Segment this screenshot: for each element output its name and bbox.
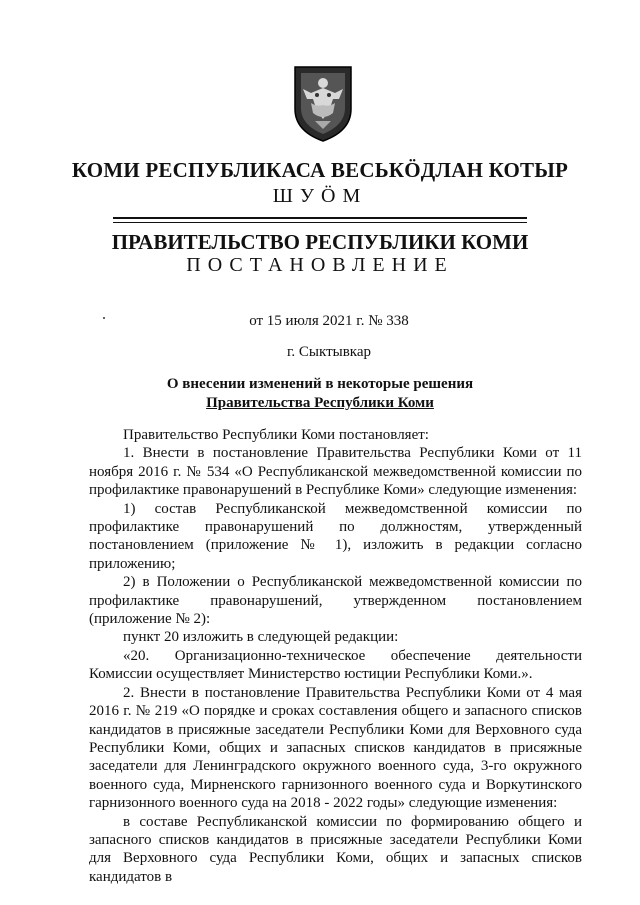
paragraph: 1) состав Республиканской межведомственной комиссии по профилактике правонарушений по должностям, утвержденный постановлением (приложение № 1), изложить в редакции согласно приложению; — [89, 500, 582, 572]
paragraph: 2) в Положении о Республиканской межведомственной комиссии по профилактике правонарушений, утвержденном постановлением (приложение № 2): — [89, 574, 582, 628]
russian-header-line2: ПОСТАНОВЛЕНИЕ — [186, 254, 454, 276]
document-date-number: от 15 июля 2021 г. № 338 — [249, 313, 409, 329]
paragraph: «20. Организационно-техническое обеспечение деятельности Комиссии осуществляет Министерство юстиции Республики Коми.». — [89, 647, 582, 683]
paragraph: пункт 20 изложить в следующей редакции: — [123, 629, 399, 646]
paragraph: в составе Республиканской комиссии по формированию общего и запасного списков кандидатов в присяжные заседатели Республики Коми для Верховного суда Республики Коми, общих и запасных списков кандидатов в — [89, 813, 582, 885]
header-divider-thick — [113, 217, 527, 219]
document-city: г. Сыктывкар — [286, 344, 372, 360]
document-title-line2: Правительства Республики Коми — [206, 395, 434, 411]
coat-of-arms-icon — [291, 63, 355, 143]
paragraph: 2. Внести в постановление Правительства Республики Коми от 4 мая 2016 г. № 219 «О порядке и сроках составления общего и запасного списков кандидатов в присяжные заседатели Республики Коми для Верховного суда Республики Коми, общих и запасных списков кандидатов в присяжные заседатели для Ленинградского окружного военного суда, 3-го окружного военного суда, Мирненского гарнизонного военного суда и Воркутинского гарнизонного военного суда на 2018 - 2022 годы» следующие изменения: — [89, 684, 582, 812]
document-title-line1: О внесении изменений в некоторые решения — [166, 376, 474, 392]
komi-header-line1: КОМИ РЕСПУБЛИКАСА ВЕСЬКӦДЛАН КОТЫР — [71, 158, 569, 182]
russian-header-line1: ПРАВИТЕЛЬСТВО РЕСПУБЛИКИ КОМИ — [111, 230, 529, 254]
document-body — [89, 426, 582, 886]
header-divider-thin — [113, 222, 527, 223]
paragraph: Правительство Республики Коми постановляет: — [123, 427, 429, 443]
komi-header-line2: ШУӦМ — [272, 185, 368, 207]
paragraph: 1. Внести в постановление Правительства Республики Коми от 11 ноября 2016 г. № 534 «О Республиканской межведомственной комиссии по профилактике правонарушений в Республике Коми» следующие изменения: — [89, 445, 582, 499]
